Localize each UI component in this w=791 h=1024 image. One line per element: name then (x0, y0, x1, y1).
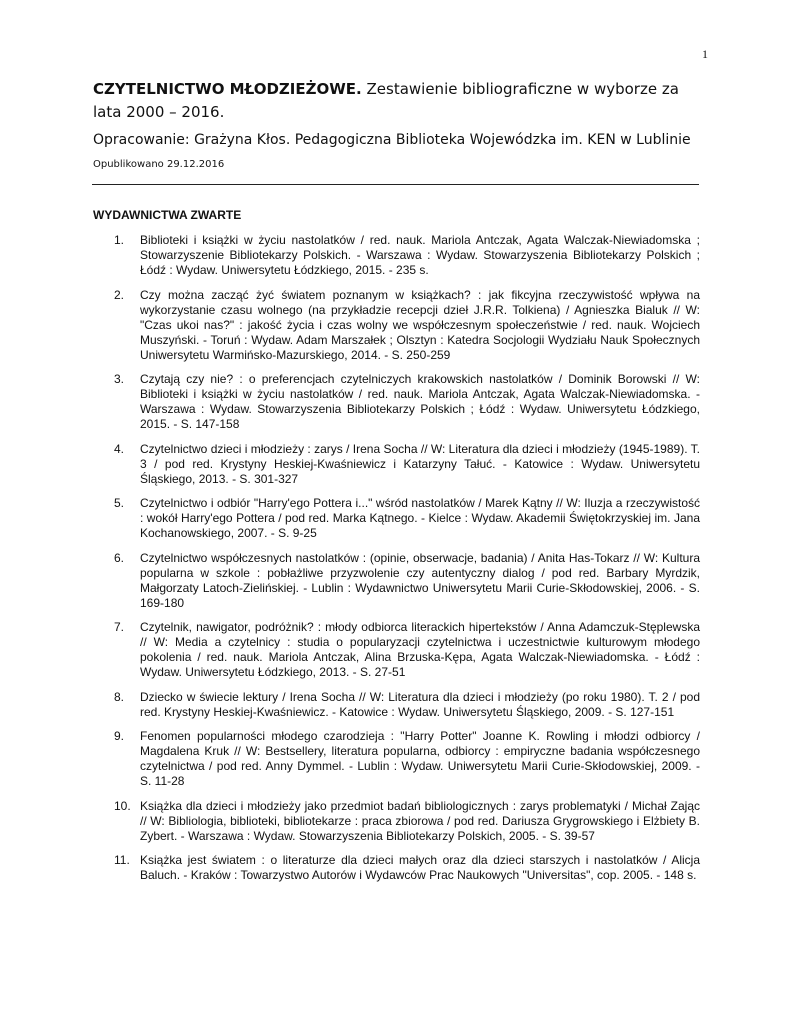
bibliography-entry (114, 288, 700, 363)
author-line: Opracowanie: Grażyna Kłos. Pedagogiczna Biblioteka Wojewódzka im. KEN w Lublinie (93, 132, 691, 148)
entry-text: Czytelnictwo współczesnych nastolatków : (opinie, obserwacje, badania) / Anita Has-Tokarz // W: Kultura popularna w szkole : pobłażliwe przyzwolenie czy autentyczny dialog / pod red. Barbary Myrdzik, Małgorzaty Latoch-Zielińskiej. - Lublin : Wydawnictwo Uniwersytetu Marii Curie-Skłodowskiej, 2006. - S. 169-180 (140, 550, 700, 610)
entry-text: Czytelnictwo i odbiór "Harry'ego Pottera i..." wśród nastolatków / Marek Kątny // W: Iluzja a rzeczywistość : wokół Harry'ego Pottera / pod red. Marka Kątnego. - Kielce : Wydaw. Akademii Świętokrzyskiej im. Jana Kochanowskiego, 2007. - S. 9-25 (140, 496, 700, 540)
bibliography-entry (114, 620, 700, 680)
bibliography-entry (114, 372, 700, 432)
title-bold-part: CZYTELNICTWO MŁODZIEŻOWE. (93, 80, 362, 98)
entry-text: Fenomen popularności młodego czarodzieja : "Harry Potter" Joanne K. Rowling i młodzi odbiorcy / Magdalena Kruk // W: Bestsellery, literatura popularna, odbiorcy : empiryczne badania współczesnego czytelnictwa / pod red. Anny Dymmel. - Lublin : Wydaw. Uniwersytetu Marii Curie-Skłodowskiej, 2009. - S. 11-28 (140, 729, 700, 788)
bibliography-list (114, 233, 700, 893)
entry-text: Czytelnictwo dzieci i młodzieży : zarys / Irena Socha // W: Literatura dla dzieci i młodzieży (1945-1989). T. 3 / pod red. Krystyny Heskiej-Kwaśniewicz i Katarzyny Tałuć. - Katowice : Wydaw. Uniwersytetu Śląskiego, 2013. - S. 301-327 (140, 441, 700, 486)
bibliography-entry (114, 799, 700, 844)
entry-text: Czytają czy nie? : o preferencjach czytelniczych krakowskich nastolatków / Dominik Borowski // W: Biblioteki i książki w życiu nastolatków / red. nauk. Mariola Antczak, Agata Walczak-Niewiadomska. - Warszawa : Wydaw. Stowarzyszenia Bibliotekarzy Polskich ; Łódź : Wydaw. Uniwersytetu Łódzkiego, 2015. - S. 147-158 (140, 372, 700, 431)
bibliography-entry (114, 233, 700, 278)
entry-number: 3. (114, 372, 125, 386)
entry-number: 10. (114, 798, 131, 813)
document-title (93, 78, 705, 124)
entry-number: 2. (114, 287, 125, 302)
entry-text: Czytelnik, nawigator, podróżnik? : młody odbiorca literackich hipertekstów / Anna Adamczuk-Stęplewska // W: Media a czytelnicy : studia o popularyzacji czytelnictwa i uczestnictwie kulturowym młodego pokolenia / red. nauk. Mariola Antczak, Alina Brzuska-Kępa, Agata Walczak-Niewiadomska. - Łódź : Wydaw. Uniwersytetu Łódzkiego, 2013. - S. 27-51 (140, 620, 700, 679)
entry-number: 7. (114, 620, 125, 634)
entry-number: 1. (114, 233, 125, 247)
bibliography-entry (114, 853, 700, 883)
entry-number: 8. (114, 689, 125, 704)
document-header (93, 78, 705, 172)
entry-text: Książka dla dzieci i młodzieży jako przedmiot badań bibliologicznych : zarys problematyki / Michał Zając // W: Bibliologia, biblioteki, bibliotekarze : praca zbiorowa / pod red. Dariusza Grygrowskiego i Elżbiety B. Zybert. - Warszawa : Wydaw. Stowarzyszenia Bibliotekarzy Polskich, 2005. - S. 39-57 (140, 798, 700, 843)
header-divider (92, 184, 699, 185)
entry-text: Biblioteki i książki w życiu nastolatków / red. nauk. Mariola Antczak, Agata Walczak-Niewiadomska ; Stowarzyszenie Bibliotekarzy Polskich. - Warszawa : Wydaw. Stowarzyszenia Bibliotekarzy Polskich ; Łódź : Wydaw. Uniwersytetu Łódzkiego, 2015. - 235 s. (140, 233, 700, 277)
title-rest-part: Zestawienie bibliograficzne w wyborze za lata 2000 – 2016. (93, 80, 679, 121)
bibliography-entry (114, 690, 700, 720)
entry-text: Dziecko w świecie lektury / Irena Socha // W: Literatura dla dzieci i młodzieży (po roku 1980). T. 2 / pod red. Krystyny Heskiej-Kwaśniewicz. - Katowice : Wydaw. Uniwersytetu Śląskiego, 2009. - S. 127-151 (140, 689, 700, 719)
entry-number: 4. (114, 441, 125, 456)
page-number: 1 (702, 47, 708, 61)
bibliography-entry (114, 442, 700, 487)
entry-number: 6. (114, 550, 125, 565)
bibliography-entry (114, 729, 700, 789)
published-date: Opublikowano 29.12.2016 (93, 159, 225, 170)
entry-number: 9. (114, 729, 125, 743)
entry-number: 11. (114, 853, 130, 867)
entry-number: 5. (114, 496, 125, 510)
entry-text: Książka jest światem : o literaturze dla dzieci małych oraz dla dzieci starszych i nastolatków / Alicja Baluch. - Kraków : Towarzystwo Autorów i Wydawców Prac Naukowych "Universitas", cop. 2005. - 148 s. (140, 853, 700, 882)
bibliography-entry (114, 551, 700, 611)
section-heading: WYDAWNICTWA ZWARTE (93, 208, 242, 222)
entry-text: Czy można zacząć żyć światem poznanym w książkach? : jak fikcyjna rzeczywistość wpływa na wykorzystanie czasu wolnego (na przykładzie recepcji dzieł J.R.R. Tolkiena) / Agnieszka Bialuk // W: "Czas ukoi nas?" : jakość życia i czas wolny we współczesnym społeczeństwie / red. nauk. Wojciech Muszyński. - Toruń : Wydaw. Adam Marszałek ; Olsztyn : Katedra Socjologii Wydziału Nauk Społecznych Uniwersytetu Warmińsko-Mazurskiego, 2014. - S. 250-259 (140, 287, 700, 362)
bibliography-entry (114, 496, 700, 541)
